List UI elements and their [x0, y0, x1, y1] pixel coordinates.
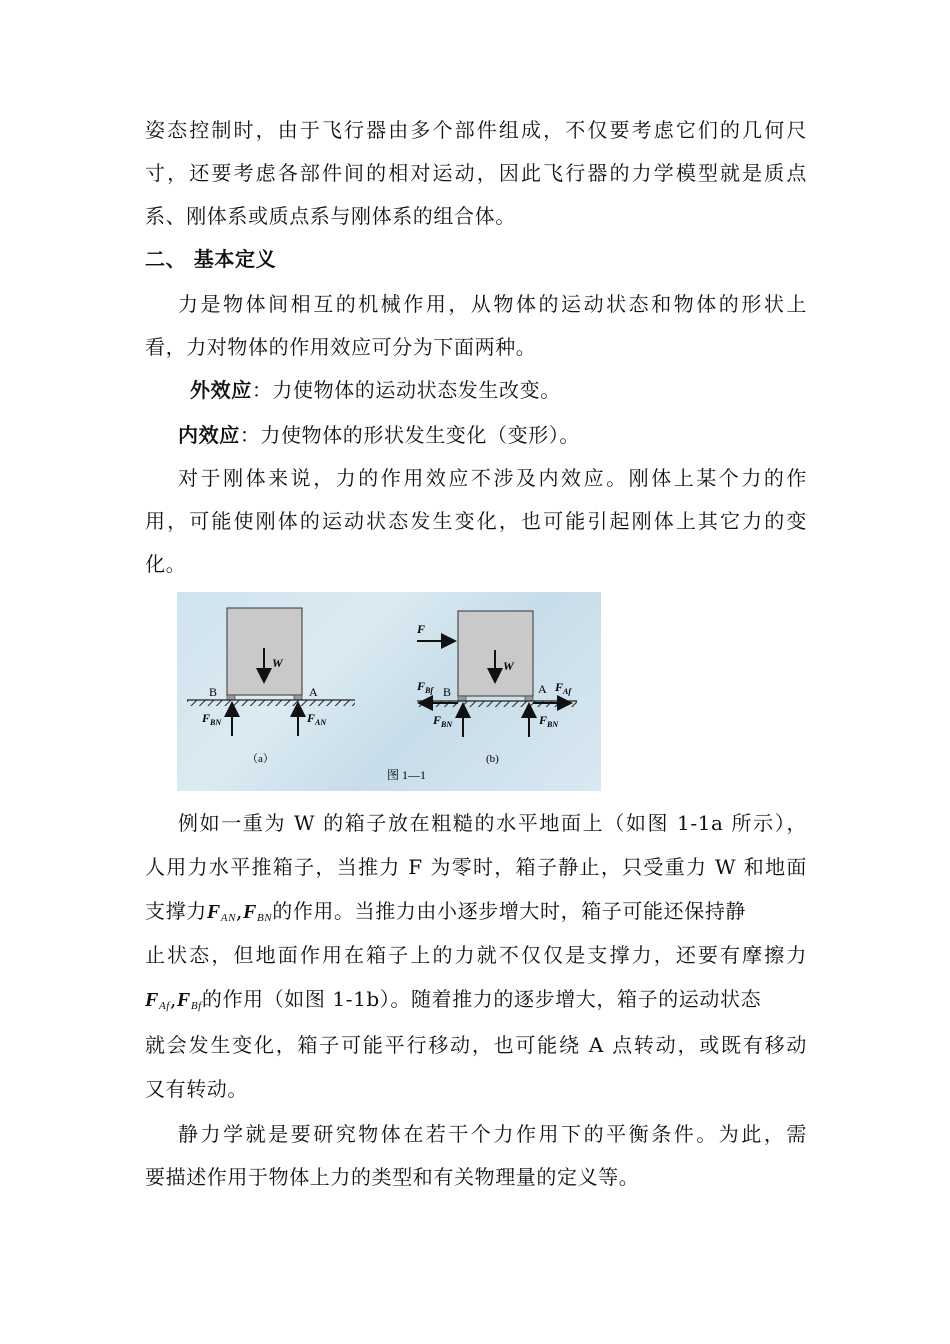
example-line-3-sep: ,: [236, 899, 243, 923]
math-fbn-f: F: [243, 901, 257, 923]
example-line-5: [145, 984, 807, 1021]
support-a-a: [294, 695, 302, 700]
label-fbf-b-f: F: [417, 679, 426, 693]
label-fbn-b-sub: BN: [441, 720, 453, 729]
label-fbn-a-f: F: [202, 711, 211, 725]
label-fbn2-b-f: F: [539, 713, 548, 727]
intro-line-3: 系、刚体系或质点系与刚体系的组合体。: [145, 204, 516, 228]
math-faf-f: F: [145, 989, 159, 1011]
label-fbn-b-f: F: [433, 713, 442, 727]
math-fan-f: F: [206, 901, 221, 923]
example-line-3-pre: 支撑力: [145, 899, 207, 923]
math-fan-sub: AN: [220, 912, 237, 924]
sublabel-b: (b): [486, 753, 499, 765]
math-fbn-sub: BN: [256, 912, 273, 924]
example-line-3: [145, 896, 807, 933]
math-fbf: [177, 989, 202, 1011]
section-title: 二、 基本定义: [145, 247, 277, 271]
math-fbf-f: F: [176, 989, 191, 1011]
example-line-3-post: 的作用。当推力由小逐步增大时，箱子可能还保持静: [272, 899, 747, 923]
support-b-a: [227, 695, 235, 700]
label-fan-a-sub: AN: [315, 718, 327, 727]
math-fbn: [243, 901, 272, 923]
intro-line-1: 姿态控制时，由于飞行器由多个部件组成，不仅要考虑它们的几何尺: [145, 118, 807, 142]
sublabel-a: （a）: [247, 753, 274, 765]
ground-hatch-a: [187, 700, 355, 706]
label-a-b: A: [538, 682, 547, 696]
example-line-6: 就会发生变化，箱子可能平行移动，也可能绕 A 点转动，或既有移动: [145, 1033, 807, 1057]
label-w-a: W: [272, 656, 283, 670]
support-b-b: [458, 696, 466, 701]
figure-drawing: [177, 592, 601, 791]
figure-1-1: [177, 592, 601, 791]
internal-effect: [178, 420, 840, 450]
label-fbn2-b-sub: BN: [547, 720, 559, 729]
label-fbn-a: [201, 711, 222, 727]
label-fan-a: [306, 711, 327, 727]
math-faf: [145, 989, 170, 1011]
rigid-line-2: 用，可能使刚体的运动状态发生变化，也可能引起刚体上其它力的变: [145, 509, 807, 533]
label-b-a: B: [209, 685, 218, 699]
label-b-b: B: [443, 685, 452, 699]
label-fan-a-f: F: [307, 711, 316, 725]
definition-line-2: 看，力对物体的作用效应可分为下面两种。: [145, 335, 537, 359]
math-faf-sub: Af: [158, 1000, 170, 1012]
label-f-b: F: [417, 622, 426, 636]
example-line-7: 又有转动。: [145, 1077, 248, 1101]
label-fbn2-b: [538, 713, 559, 729]
label-faf-b-f: F: [555, 680, 564, 694]
math-fan: [207, 901, 236, 923]
internal-effect-term: 内效应: [178, 423, 240, 447]
internal-effect-text: ：力使物体的形状发生变化（变形）。: [239, 423, 581, 447]
definition-line-1: 力是物体间相互的机械作用，从物体的运动状态和物体的形状上: [178, 292, 807, 316]
external-effect-text: ：力使物体的运动状态发生改变。: [251, 378, 561, 402]
math-fbf-sub: Bf: [190, 1000, 202, 1012]
label-a-a: A: [309, 685, 318, 699]
example-line-5-post: 的作用（如图 1-1b）。随着推力的逐步增大，箱子的运动状态: [201, 987, 762, 1011]
label-fbn-a-sub: BN: [210, 718, 222, 727]
statics-line-1: 静力学就是要研究物体在若干个力作用下的平衡条件。为此，需: [178, 1122, 807, 1146]
intro-line-2: 寸，还要考虑各部件间的相对运动，因此飞行器的力学模型就是质点: [145, 161, 807, 185]
rigid-line-3: 化。: [145, 552, 187, 576]
example-line-4: 止状态，但地面作用在箱子上的力就不仅仅是支撑力，还要有摩擦力: [145, 943, 807, 967]
label-faf-b: [554, 680, 572, 696]
rigid-line-1: 对于刚体来说，力的作用效应不涉及内效应。刚体上某个力的作: [178, 466, 807, 490]
support-a-b: [525, 696, 533, 701]
label-w-b: W: [503, 659, 514, 673]
example-line-1: 例如一重为 W 的箱子放在粗糙的水平地面上（如图 1-1a 所示），: [178, 811, 807, 835]
example-line-2: 人用力水平推箱子，当推力 F 为零时，箱子静止，只受重力 W 和地面: [145, 855, 807, 879]
label-fbf-b-sub: Bf: [425, 686, 434, 695]
external-effect-term: 外效应: [190, 378, 252, 402]
label-fbf-b: [416, 679, 434, 695]
figure-caption: 图 1—1: [387, 768, 427, 782]
figure-b: [416, 611, 577, 765]
label-fbn-b: [432, 713, 453, 729]
example-line-5-sep: ,: [169, 987, 177, 1011]
label-faf-b-sub: Af: [563, 687, 572, 696]
statics-line-2: 要描述作用于物体上力的类型和有关物理量的定义等。: [145, 1165, 640, 1189]
figure-a: [187, 608, 355, 765]
external-effect: [190, 375, 852, 405]
